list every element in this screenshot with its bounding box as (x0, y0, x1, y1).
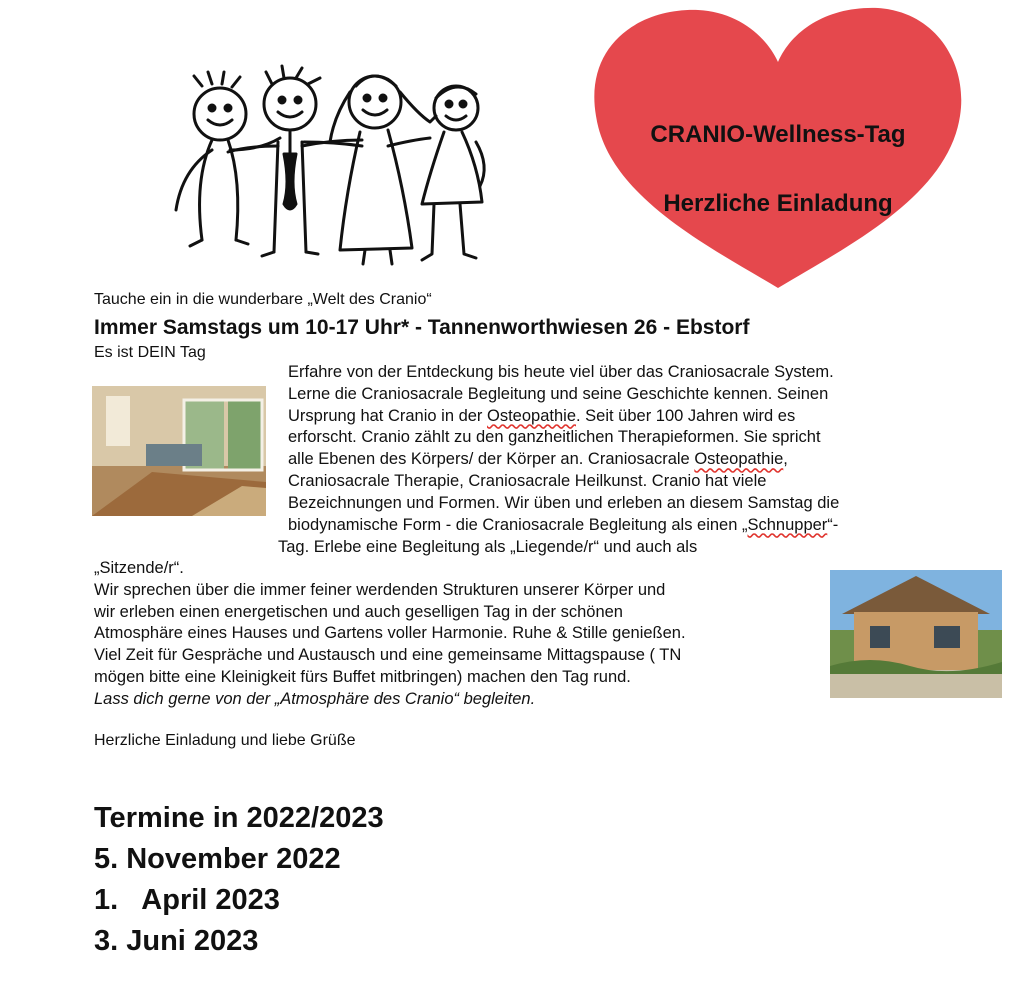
para1-line-part: biodynamische Form - die Craniosacrale Begleitung als einen „ (288, 515, 748, 534)
dates-section (94, 798, 384, 962)
date-item: 3. Juni 2023 (94, 925, 259, 957)
para1-line-part: Ursprung hat Cranio in der (288, 406, 488, 425)
para2-line: wir erleben einen energetischen und auch geselligen Tag in der schönen (94, 602, 623, 621)
stick-figures-drawing (160, 62, 500, 267)
date-item: 5. November 2022 (94, 843, 341, 875)
para1-line-part: , (783, 450, 788, 469)
para1-line (288, 515, 960, 537)
spellcheck-word: Osteopathie (487, 406, 576, 425)
tag-line: Tag. Erlebe eine Begleitung als „Liegende/r“ und auch als (278, 538, 698, 556)
heart-subtitle: Herzliche Einladung (663, 190, 893, 217)
spellcheck-word: Osteopathie (694, 450, 784, 469)
para2-line: Atmosphäre eines Hauses und Gartens voller Harmonie. Ruhe & Stille genießen. (94, 624, 686, 643)
para1-line: Lerne die Craniosacrale Begleitung und seine Geschichte kennen. Seinen (288, 384, 829, 403)
headline: Immer Samstags um 10-17 Uhr* - Tannenworthwiesen 26 - Ebstorf (94, 316, 750, 339)
spellcheck-word: Schnupper (747, 515, 828, 534)
para1-line: Craniosacrale Therapie, Craniosacrale Heilkunst. Cranio hat viele (288, 471, 767, 490)
greeting-text: Herzliche Einladung und liebe Grüße (94, 732, 356, 749)
heart-title: CRANIO-Wellness-Tag (650, 121, 906, 148)
description-paragraph-1 (288, 362, 960, 536)
para1-line-part: . Seit über 100 Jahren wird es (576, 406, 796, 425)
para2-line: Wir sprechen über die immer feiner werdenden Strukturen unserer Körper und (94, 580, 666, 599)
dates-title: Termine in 2022/2023 (94, 802, 384, 834)
dein-tag-text: Es ist DEIN Tag (94, 344, 206, 361)
para1-line (288, 406, 960, 428)
para1-line (288, 449, 960, 471)
intro-text: Tauche ein in die wunderbare „Welt des Cranio“ (94, 291, 432, 308)
stick-figure-4 (422, 86, 484, 260)
room-photo (92, 386, 266, 516)
para1-line: Bezeichnungen und Formen. Wir üben und erleben an diesem Samstag die (288, 493, 840, 512)
para1-line-part: alle Ebenen des Körpers/ der Körper an. Craniosacrale (288, 450, 695, 469)
date-item: 1. April 2023 (94, 884, 280, 916)
description-paragraph-2 (94, 558, 814, 711)
stick-figure-3 (304, 76, 436, 264)
para1-line-part: “- (827, 515, 839, 534)
para1-line: erforscht. Cranio zählt zu den ganzheitlichen Therapieformen. Sie spricht (288, 428, 821, 447)
para2-italic-line: Lass dich gerne von der „Atmosphäre des Cranio“ begleiten. (94, 689, 536, 708)
para2-line: „Sitzende/r“. (94, 559, 184, 577)
para2-line: Viel Zeit für Gespräche und Austausch und eine gemeinsame Mittagspause ( TN (94, 646, 682, 665)
para1-line: Erfahre von der Entdeckung bis heute viel über das Craniosacrale System. (288, 363, 834, 381)
house-photo (830, 570, 1002, 698)
para2-line: mögen bitte eine Kleinigkeit fürs Buffet mitbringen) machen den Tag rund. (94, 667, 631, 686)
